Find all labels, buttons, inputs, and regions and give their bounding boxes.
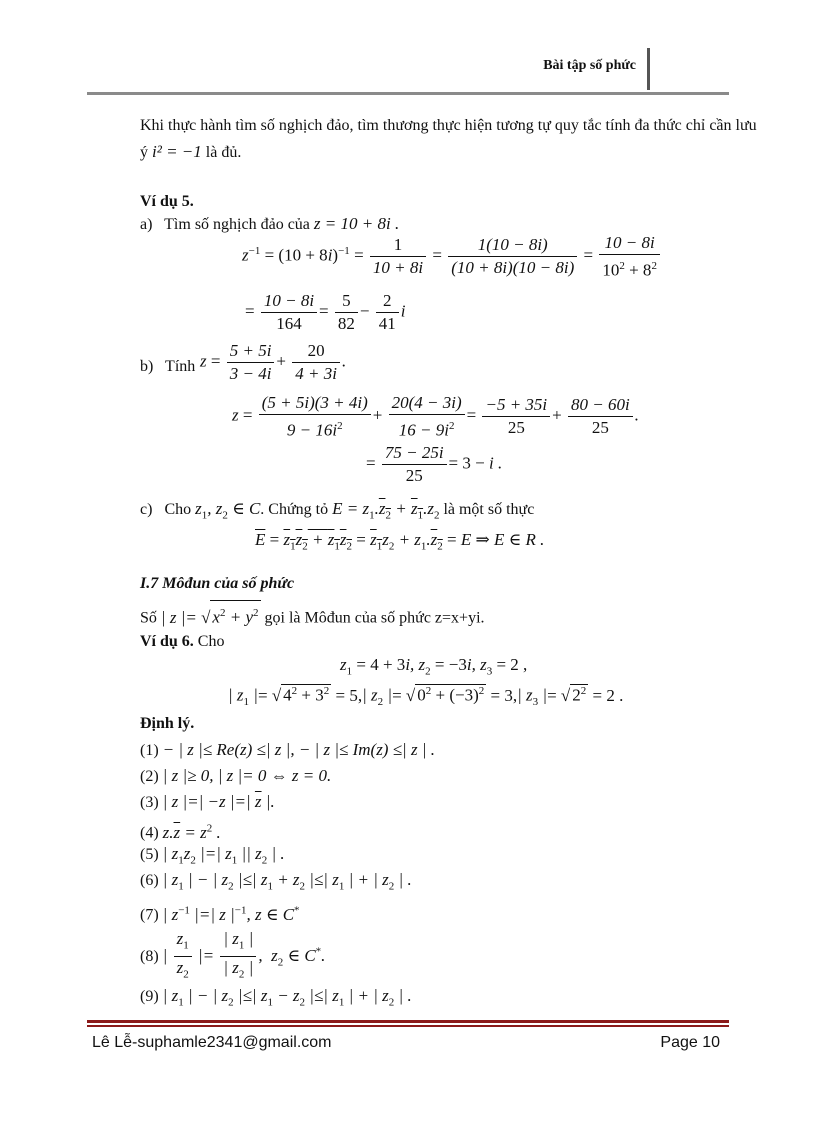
theorem-heading: Định lý. xyxy=(140,715,195,732)
theorem-item-6-label: (6) xyxy=(140,872,159,889)
formula-inverse-1: $z^{-1} = (10 + 8i)^{-1}$ = $\frac{1}{10 + 8i}$ = $\frac{1(10 - 8i)}{(10 + 8i)(10 - 8i)}$ = $\frac{10 - 8i}{10^2 + 8^2}$ xyxy=(242,232,662,282)
section-title: I.7 Môđun của số phức xyxy=(140,575,295,592)
example5-b-text: Tính xyxy=(165,358,196,375)
intro-line2-prefix: ý xyxy=(140,144,148,161)
formula-b-2: z = $\frac{(5 + 5i)(3 + 4i)}{9 - 16i^2}$ + $\frac{20(4 - 3i)}{16 - 9i^2}$ = $\frac{-5 + 35i}{25}$ + $\frac{80 - 60i}{25}$ . xyxy=(232,393,639,440)
example6-heading-suffix: Cho xyxy=(197,633,225,650)
footer-rule-thick xyxy=(87,1020,729,1023)
theorem-item-2: (2) | z |≥ 0, | z |= 0 ⇔ z = 0. xyxy=(140,766,332,785)
intro-math: i² = −1 xyxy=(152,142,202,161)
example5-a-label: a) xyxy=(140,216,153,233)
theorem-item-6: (6) | $z_1$ | − | $z_2$ |≤| $z_1 + z_2$ |≤| $z_1$ | + | $z_2$ | . xyxy=(140,870,412,893)
footer-page-number: Page 10 xyxy=(660,1034,720,1051)
formula-ex6-2: | $z_1$ |= √ $4^2 + 3^2 = 5,|$ $z_2$ |= √ $0^2 + (-3)^2 = 3,|$ $z_3$ |= √ $2^2 = 2$ . xyxy=(228,685,624,709)
theorem-item-4-label: (4) xyxy=(140,824,159,842)
theorem-item-9: (9) | $z_1$ | − | $z_2$ |≤| $z_1 - z_2$ |≤| $z_1$ | + | $z_2$ | . xyxy=(140,986,412,1009)
example5-c-text1: Cho xyxy=(164,501,192,518)
theorem-item-1-label: (1) xyxy=(140,742,159,759)
example5-c-text2: . Chứng tỏ xyxy=(260,501,329,518)
theorem-item-7-label: (7) xyxy=(140,906,159,924)
example6-heading xyxy=(140,630,224,654)
theorem-item-5: (5) | $z_1z_2$ |=| $z_1$ || $z_2$ | . xyxy=(140,844,285,867)
footer-rule-thin xyxy=(87,1025,729,1027)
intro-line-2 xyxy=(140,140,241,165)
header-title: Bài tập số phức xyxy=(543,58,636,73)
theorem-item-3: (3) | z |=| −z |=| $\overline{z}$ |. xyxy=(140,792,275,811)
theorem-item-8-label: (8) xyxy=(140,947,159,965)
example5-b xyxy=(140,355,195,379)
example5-heading: Ví dụ 5. xyxy=(140,193,194,210)
example5-b-label: b) xyxy=(140,358,154,375)
example5-a-math: z = 10 + 8i . xyxy=(313,214,400,233)
footer-author: Lê Lễ-suphamle2341@gmail.com xyxy=(92,1034,332,1051)
formula-b-3: = $\frac{75 - 25i}{25}$ = 3 − i . xyxy=(366,443,503,485)
formula-inverse-2: = $\frac{10 - 8i}{164}$ = $\frac{5}{82}$ − $\frac{2}{41}$ i xyxy=(245,291,406,333)
formula-ex6-1: $z_1 = 4 + 3i$, $z_2 = -3i$, $z_3 = 2$ , xyxy=(340,655,528,678)
formula-b-1: z = $\frac{5 + 5i}{3 - 4i}$ + $\frac{20}{4 + 3i}$ . xyxy=(200,341,347,383)
modulus-definition: Số | z |= √ $x^2 + y^2$ gọi là Môđun của số phức z=x+yi. xyxy=(140,600,485,631)
modulus-def-prefix: Số xyxy=(140,609,157,627)
formula-c: $\overline{E} = z_1z_2 + z_1z_2 = z_1z_2 + z_1.z_2 = E$ ⇒ E ∈ R . xyxy=(255,530,545,553)
theorem-item-3-label: (3) xyxy=(140,794,159,811)
example5-a-text: Tìm số nghịch đảo của xyxy=(164,216,310,233)
intro-line2-suffix: là đủ. xyxy=(205,144,242,161)
example5-c-label: c) xyxy=(140,501,153,518)
example5-c: c) Cho $z_1$, $z_2$ ∈ C. Chứng tỏ $E = z_1.z_2 + z_1.z_2$ là một số thực xyxy=(140,499,535,522)
header-divider xyxy=(647,48,650,90)
header-rule xyxy=(87,92,729,95)
theorem-item-5-label: (5) xyxy=(140,846,159,863)
theorem-item-4: (4) $z.\overline{z} = z^2$ . xyxy=(140,822,221,842)
theorem-item-9-label: (9) xyxy=(140,988,159,1005)
theorem-item-8: (8) | $\frac{z_1}{z_2}$ |= $\frac{| z_1 |}{| z_2 |}$ , $z_2$ ∈ C*. xyxy=(140,929,326,981)
example6-heading-label: Ví dụ 6. xyxy=(140,633,194,650)
theorem-item-1: (1) − | z |≤ Re(z) ≤| z |, − | z |≤ Im(z) ≤| z | . xyxy=(140,740,436,759)
intro-line-1: Khi thực hành tìm số nghịch đảo, tìm thương thực hiện tương tự quy tắc tính đa thức chỉ cần lưu xyxy=(140,117,757,134)
theorem-item-7: (7) | $z^{-1}$ |=| z $|^{-1}$, z ∈ C* xyxy=(140,904,300,924)
theorem-item-2-label: (2) xyxy=(140,768,159,785)
example5-c-text3: là một số thực xyxy=(443,501,535,518)
modulus-def-suffix: gọi là Môđun của số phức z=x+yi. xyxy=(264,609,485,627)
